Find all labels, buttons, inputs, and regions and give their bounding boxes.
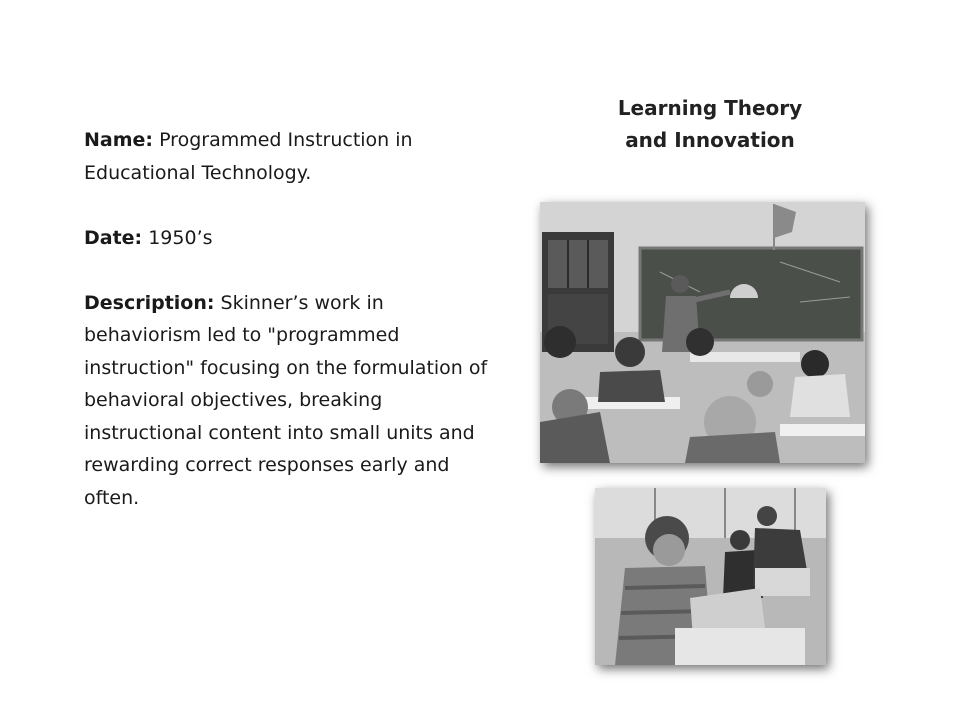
name-label: Name: [84,129,154,151]
teaching-machine-photo [595,488,826,665]
date-label: Date: [84,226,143,249]
description-paragraph [84,287,504,515]
date-value: 1950’s [148,226,213,249]
classroom-photo [540,202,865,463]
name-value: Programmed Instruction in Educational Technology. [84,129,413,184]
slide-title-line2: and Innovation [625,128,795,152]
teaching-machine-illustration [595,488,826,665]
name-paragraph [84,124,504,189]
classroom-illustration [540,202,865,463]
slide-title [560,92,860,156]
description-label: Description: [84,291,215,314]
content-text-block [84,124,504,547]
date-paragraph [84,222,504,255]
slide-title-line1: Learning Theory [617,96,803,120]
description-value: Skinner’s work in behaviorism led to "programmed instruction" focusing on the formulation of behavioral objectives, breaking instructional content into small units and rewarding correct responses early and often. [84,291,488,509]
